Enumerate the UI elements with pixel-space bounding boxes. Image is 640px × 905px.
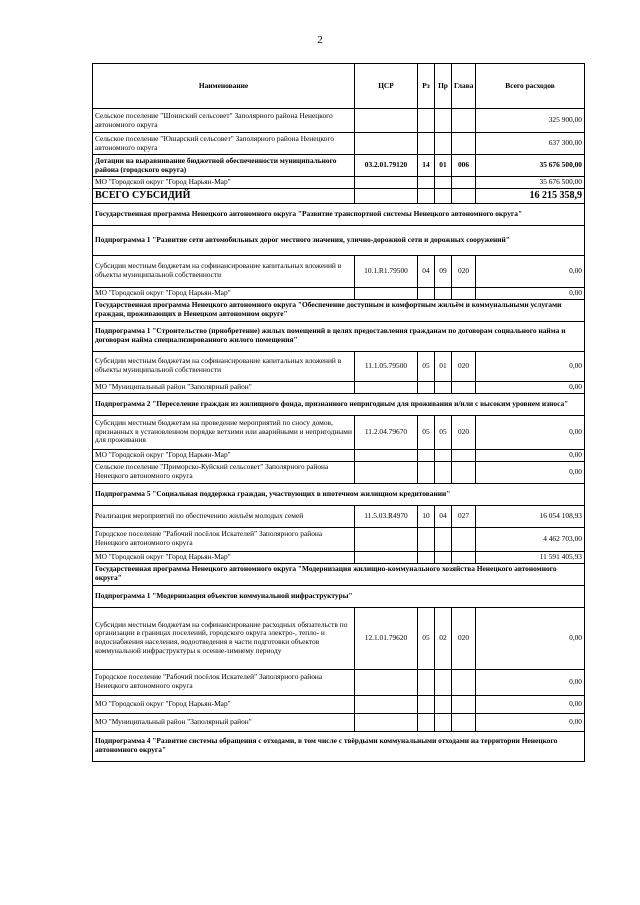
table-row [93, 381, 585, 393]
cell-pr [435, 177, 452, 189]
cell-pr [435, 287, 452, 299]
cell-csr: 03.2.01.79120 [355, 155, 418, 177]
cell-amount: 11 591 405,93 [476, 551, 585, 563]
cell-csr [355, 109, 418, 133]
table-row [93, 505, 585, 527]
cell-name: ВСЕГО СУБСИДИЙ [93, 189, 355, 204]
cell-csr: 10.1.R1.79500 [355, 255, 418, 287]
cell-rz [418, 551, 435, 563]
cell-amount: 0,00 [476, 351, 585, 381]
table-header-row [93, 64, 585, 109]
cell-pr [435, 109, 452, 133]
cell-rz [418, 461, 435, 483]
cell-gl [452, 695, 476, 713]
table-row [93, 287, 585, 299]
cell-name: МО "Муниципальный район "Заполярный район" [93, 381, 355, 393]
cell-rz: 05 [418, 607, 435, 669]
cell-pr [435, 695, 452, 713]
cell-gl [452, 381, 476, 393]
cell-gl [452, 551, 476, 563]
cell-rz [418, 287, 435, 299]
cell-amount: 16 054 108,93 [476, 505, 585, 527]
cell-rz [418, 177, 435, 189]
table-row [93, 695, 585, 713]
cell-name: Сельское поселение "Шоинский сельсовет" Заполярного района Ненецкого автономного округа [93, 109, 355, 133]
cell-pr [435, 133, 452, 155]
table-row [93, 713, 585, 731]
cell-pr [435, 713, 452, 731]
cell-gl: 020 [452, 415, 476, 449]
cell-gl [452, 461, 476, 483]
table-row [93, 415, 585, 449]
cell-gl: 006 [452, 155, 476, 177]
section-heading-row [93, 483, 585, 505]
cell-gl [452, 713, 476, 731]
cell-amount: 0,00 [476, 287, 585, 299]
section-heading: Государственная программа Ненецкого автономного округа "Обеспечение доступным и комфортным жильём и коммунальными услугами граждан, проживающих в Ненецком автономном округе" [93, 299, 585, 321]
table-row [93, 551, 585, 563]
section-heading-row [93, 299, 585, 321]
cell-name: Субсидии местным бюджетам на софинансирование капитальных вложений в объекты муниципальной собственности [93, 351, 355, 381]
table-row [93, 255, 585, 287]
section-heading: Подпрограмма 1 "Развитие сети автомобильных дорог местного значения, улично-дорожной сети и дорожных сооружений" [93, 225, 585, 255]
cell-name: МО "Городской округ "Город Нарьян-Мар" [93, 449, 355, 461]
cell-name: Сельское поселение "Юшарский сельсовет" Заполярного района Ненецкого автономного округа [93, 133, 355, 155]
cell-csr: 12.1.01.79620 [355, 607, 418, 669]
table-row [93, 109, 585, 133]
section-heading-row [93, 321, 585, 351]
cell-amount: 16 215 358,9 [476, 189, 585, 204]
section-heading: Подпрограмма 1 "Строительство (приобретение) жилых помещений в целях предоставления гражданам по договорам социального найма и договорам найма специализированного жилого помещения" [93, 321, 585, 351]
cell-amount: 35 676 500,00 [476, 177, 585, 189]
section-heading: Подпрограмма 5 "Социальная поддержка граждан, участвующих в ипотечном жилищном кредитовании" [93, 483, 585, 505]
cell-rz [418, 695, 435, 713]
cell-amount: 0,00 [476, 713, 585, 731]
section-heading: Государственная программа Ненецкого автономного округа "Развитие транспортной системы Ненецкого автономного округа" [93, 203, 585, 225]
cell-pr [435, 461, 452, 483]
cell-csr: 11.2.04.79670 [355, 415, 418, 449]
cell-pr [435, 669, 452, 695]
cell-amount: 637 300,00 [476, 133, 585, 155]
cell-csr [355, 461, 418, 483]
cell-name: Городское поселение "Рабочий посёлок Искателей" Заполярного района Ненецкого автономного округа [93, 669, 355, 695]
cell-pr [435, 551, 452, 563]
cell-name: МО "Городской округ "Город Нарьян-Мар" [93, 177, 355, 189]
header-total: Всего расходов [476, 64, 585, 109]
cell-name: Дотации на выравнивание бюджетной обеспеченности муниципального района (городского округа) [93, 155, 355, 177]
section-heading: Подпрограмма 1 "Модернизация объектов коммунальной инфраструктуры" [93, 585, 585, 607]
cell-pr [435, 527, 452, 551]
cell-amount: 325 900,00 [476, 109, 585, 133]
cell-amount: 0,00 [476, 449, 585, 461]
cell-csr: 11.5.03.R4970 [355, 505, 418, 527]
cell-name: МО "Муниципальный район "Заполярный район" [93, 713, 355, 731]
header-gl: Глава [452, 64, 476, 109]
cell-amount: 0,00 [476, 695, 585, 713]
cell-gl [452, 527, 476, 551]
cell-amount: 0,00 [476, 607, 585, 669]
header-pr: Пр [435, 64, 452, 109]
table-row [93, 133, 585, 155]
cell-csr [355, 287, 418, 299]
section-heading: Подпрограмма 4 "Развитие системы обращения с отходами, в том числе с твёрдыми коммунальными отходами на территории Ненецкого автономного округа" [93, 731, 585, 761]
cell-pr: 09 [435, 255, 452, 287]
table-row [93, 177, 585, 189]
cell-csr [355, 713, 418, 731]
cell-rz [418, 527, 435, 551]
table-row [93, 189, 585, 204]
cell-gl [452, 133, 476, 155]
cell-gl [452, 669, 476, 695]
table-body [93, 109, 585, 762]
table-row [93, 461, 585, 483]
cell-csr [355, 551, 418, 563]
cell-gl: 020 [452, 607, 476, 669]
cell-amount: 0,00 [476, 255, 585, 287]
cell-name: МО "Городской округ "Город Нарьян-Мар" [93, 551, 355, 563]
cell-gl [452, 177, 476, 189]
cell-rz [418, 109, 435, 133]
page-number: 2 [317, 34, 323, 46]
budget-table [92, 63, 585, 762]
cell-name: МО "Городской округ "Город Нарьян-Мар" [93, 287, 355, 299]
section-heading-row [93, 731, 585, 761]
cell-pr [435, 381, 452, 393]
cell-amount: 35 676 500,00 [476, 155, 585, 177]
table-row [93, 527, 585, 551]
cell-amount: 0,00 [476, 381, 585, 393]
header-name: Наименование [93, 64, 355, 109]
table-row [93, 607, 585, 669]
cell-name: Городское поселение "Рабочий посёлок Искателей" Заполярного района Ненецкого автономного округа [93, 527, 355, 551]
table-row [93, 669, 585, 695]
section-heading-row [93, 393, 585, 415]
cell-rz: 05 [418, 415, 435, 449]
cell-rz [418, 669, 435, 695]
section-heading: Государственная программа Ненецкого автономного округа "Модернизация жилищно-коммунального хозяйства Ненецкого автономного округа" [93, 563, 585, 585]
cell-gl [452, 189, 476, 204]
header-csr: ЦСР [355, 64, 418, 109]
cell-name: Сельское поселение "Приморско-Куйский сельсовет" Заполярного района Ненецкого автономного округа [93, 461, 355, 483]
cell-rz [418, 713, 435, 731]
cell-rz [418, 189, 435, 204]
cell-csr [355, 449, 418, 461]
cell-rz [418, 133, 435, 155]
cell-rz: 05 [418, 351, 435, 381]
cell-csr [355, 381, 418, 393]
cell-pr: 01 [435, 351, 452, 381]
cell-csr [355, 133, 418, 155]
cell-amount: 0,00 [476, 461, 585, 483]
section-heading: Подпрограмма 2 "Переселение граждан из жилищного фонда, признанного непригодным для проживания и/или с высоким уровнем износа" [93, 393, 585, 415]
section-heading-row [93, 203, 585, 225]
table-row [93, 155, 585, 177]
cell-gl [452, 287, 476, 299]
cell-gl: 027 [452, 505, 476, 527]
cell-csr: 11.1.05.79500 [355, 351, 418, 381]
cell-csr [355, 527, 418, 551]
cell-gl: 020 [452, 255, 476, 287]
cell-rz: 04 [418, 255, 435, 287]
table-row [93, 351, 585, 381]
cell-amount: 0,00 [476, 669, 585, 695]
cell-pr [435, 189, 452, 204]
cell-name: Субсидии местным бюджетам на проведение мероприятий по сносу домов, признанных в установленном порядке ветхими или аварийными и непригодными для проживания [93, 415, 355, 449]
cell-pr: 05 [435, 415, 452, 449]
table-row [93, 449, 585, 461]
cell-gl [452, 449, 476, 461]
section-heading-row [93, 585, 585, 607]
cell-amount: 4 462 703,00 [476, 527, 585, 551]
cell-pr: 01 [435, 155, 452, 177]
cell-pr: 04 [435, 505, 452, 527]
cell-rz [418, 381, 435, 393]
header-rz: Рз [418, 64, 435, 109]
cell-name: Субсидии местным бюджетам на софинансирование расходных обязательств по организации в границах поселений, городского округа электро-, тепло- и водоснабжения населения, водоотведения в части подготовки объектов коммунальной инфраструктуры к осенне-зимнему периоду [93, 607, 355, 669]
cell-rz [418, 449, 435, 461]
cell-rz: 14 [418, 155, 435, 177]
cell-gl [452, 109, 476, 133]
cell-rz: 10 [418, 505, 435, 527]
cell-pr: 02 [435, 607, 452, 669]
cell-amount: 0,00 [476, 415, 585, 449]
cell-name: Субсидии местным бюджетам на софинансирование капитальных вложений в объекты муниципальной собственности [93, 255, 355, 287]
cell-name: Реализация мероприятий по обеспечению жильём молодых семей [93, 505, 355, 527]
cell-name: МО "Городской округ "Город Нарьян-Мар" [93, 695, 355, 713]
section-heading-row [93, 225, 585, 255]
cell-csr [355, 177, 418, 189]
cell-csr [355, 669, 418, 695]
cell-csr [355, 189, 418, 204]
section-heading-row [93, 563, 585, 585]
cell-csr [355, 695, 418, 713]
cell-pr [435, 449, 452, 461]
cell-gl: 020 [452, 351, 476, 381]
